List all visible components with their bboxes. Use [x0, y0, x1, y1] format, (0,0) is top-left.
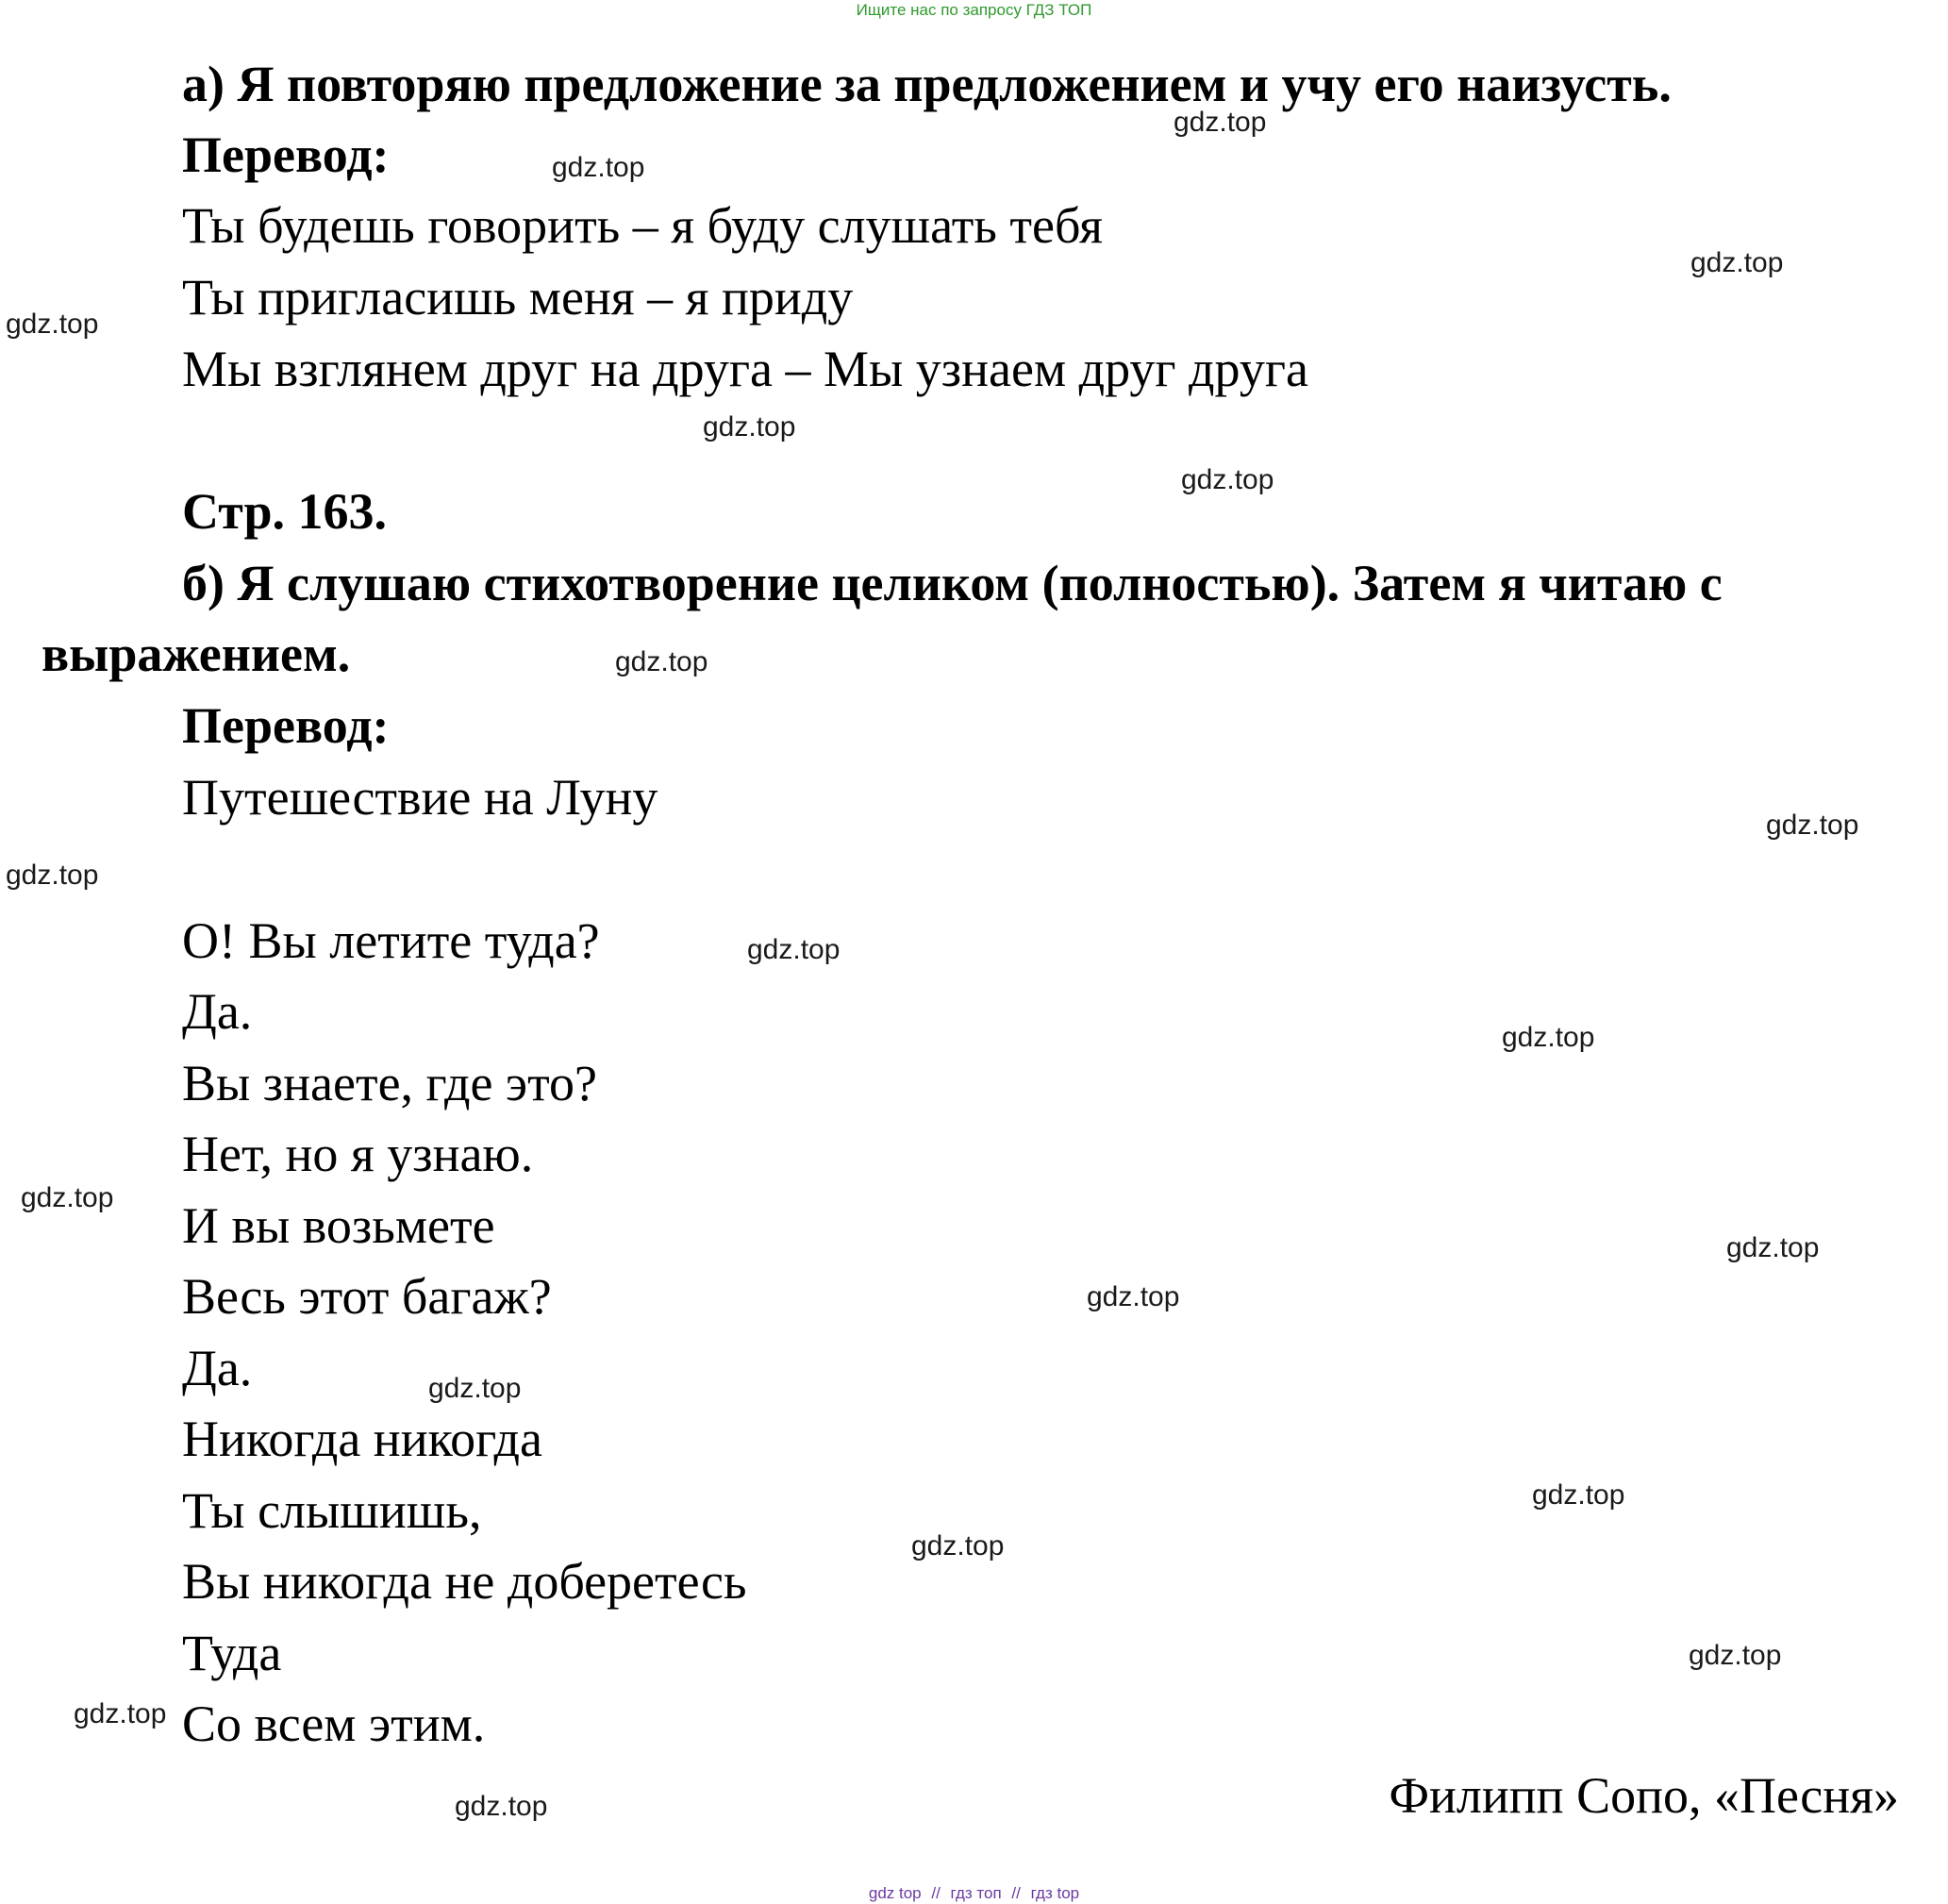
poem-line-6: Весь этот багаж?	[182, 1268, 552, 1325]
watermark: gdz.top	[1689, 1640, 1782, 1671]
footer-link-3[interactable]: гдз top	[1030, 1884, 1080, 1902]
watermark: gdz.top	[21, 1182, 114, 1213]
watermark: gdz.top	[6, 309, 99, 340]
poem-line-1: О! Вы летите туда?	[182, 912, 600, 969]
translation-line-a-1: Ты будешь говорить – я буду слушать тебя	[182, 197, 1103, 254]
watermark: gdz.top	[703, 411, 796, 443]
watermark: gdz.top	[615, 646, 708, 677]
translation-label-b: Перевод:	[182, 697, 390, 754]
translation-line-a-2: Ты пригласишь меня – я приду	[182, 269, 854, 326]
footer-link-2[interactable]: гдз топ	[950, 1884, 1002, 1902]
poem-line-8: Никогда никогда	[182, 1411, 542, 1467]
footer-links	[0, 1883, 1948, 1904]
poem-line-4: Нет, но я узнаю.	[182, 1126, 534, 1182]
poem-line-7: Да.	[182, 1340, 253, 1396]
watermark: gdz.top	[455, 1791, 548, 1822]
translation-label-a: Перевод:	[182, 126, 390, 183]
watermark: gdz.top	[1174, 107, 1267, 138]
poem-line-2: Да.	[182, 983, 253, 1040]
poem-attribution: Филипп Сопо, «Песня»	[1389, 1767, 1899, 1824]
watermark: gdz.top	[1766, 810, 1859, 841]
watermark: gdz.top	[1181, 464, 1274, 495]
task-b-heading-line2: выражением.	[42, 626, 351, 682]
watermark: gdz.top	[6, 860, 99, 891]
translation-line-a-3: Мы взглянем друг на друга – Мы узнаем друг друга	[182, 341, 1308, 397]
watermark: gdz.top	[747, 934, 841, 965]
watermark: gdz.top	[1087, 1281, 1180, 1312]
watermark: gdz.top	[428, 1373, 522, 1404]
watermark: gdz.top	[911, 1530, 1005, 1562]
page-reference: Стр. 163.	[182, 483, 388, 540]
task-a-heading: а) Я повторяю предложение за предложением и учу его наизусть.	[182, 56, 1672, 112]
poem-title: Путешествие на Луну	[182, 769, 658, 826]
watermark: gdz.top	[74, 1698, 167, 1729]
poem-line-5: И вы возьмете	[182, 1197, 495, 1254]
watermark: gdz.top	[1726, 1232, 1820, 1263]
footer-link-1[interactable]: gdz top	[868, 1884, 922, 1902]
watermark: gdz.top	[1532, 1479, 1625, 1511]
watermark: gdz.top	[1502, 1022, 1595, 1053]
poem-line-11: Туда	[182, 1625, 282, 1681]
footer-separator: //	[1011, 1884, 1021, 1902]
watermark: gdz.top	[552, 152, 645, 183]
watermark: gdz.top	[1690, 247, 1784, 278]
poem-line-12: Со всем этим.	[182, 1695, 486, 1752]
poem-line-10: Вы никогда не доберетесь	[182, 1553, 747, 1610]
poem-line-9: Ты слышишь,	[182, 1482, 482, 1539]
task-b-heading-line1: б) Я слушаю стихотворение целиком (полностью). Затем я читаю с	[182, 555, 1723, 611]
footer-separator: //	[931, 1884, 941, 1902]
top-banner[interactable]: Ищите нас по запросу ГДЗ ТОП	[856, 1, 1092, 19]
poem-line-3: Вы знаете, где это?	[182, 1055, 597, 1111]
